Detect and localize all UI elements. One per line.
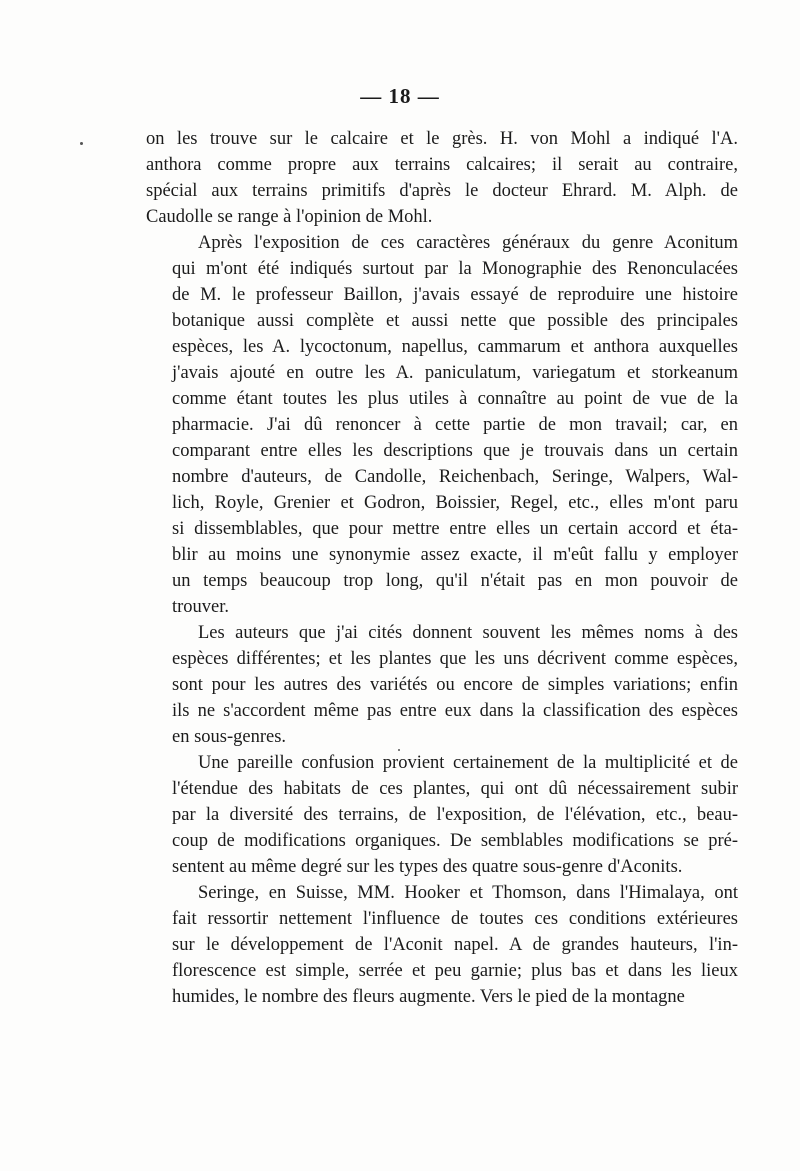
text-line: pharmacie. J'ai dû renoncer à cette partie de mon travail; car, en (172, 415, 738, 435)
paragraph (146, 620, 738, 750)
text-line: espèces différentes; et les plantes que les uns décrivent comme espèces, (172, 649, 738, 669)
text-line: en sous-genres. (172, 727, 287, 747)
paper-speck (398, 749, 400, 751)
text-line: espèces, les A. lycoctonum, napellus, cammarum et anthora auxquelles (172, 337, 738, 357)
text-line: un temps beaucoup trop long, qu'il n'était pas en mon pouvoir de (172, 571, 738, 591)
page-number: — 18 — (360, 84, 440, 108)
text-line: Après l'exposition de ces caractères généraux du genre Aconitum (198, 233, 738, 253)
text-line: de M. le professeur Baillon, j'avais essayé de reproduire une histoire (172, 285, 738, 305)
text-line: anthora comme propre aux terrains calcaires; il serait au contraire, (146, 155, 738, 175)
text-line: Une pareille confusion provient certainement de la multiplicité et de (198, 753, 738, 773)
text-line: Les auteurs que j'ai cités donnent souvent les mêmes noms à des (198, 623, 738, 643)
text-line: sentent au même degré sur les types des quatre sous-genre d'Aconits. (172, 857, 683, 877)
text-line: comparant entre elles les descriptions que je trouvais dans un certain (172, 441, 738, 461)
text-line: sur le développement de l'Aconit napel. A de grandes hauteurs, l'in- (172, 935, 738, 955)
text-line: coup de modifications organiques. De semblables modifications se pré- (172, 831, 738, 851)
text-line: sont pour les autres des variétés ou encore de simples variations; enfin (172, 675, 738, 695)
text-line: on les trouve sur le calcaire et le grès. H. von Mohl a indiqué l'A. (146, 129, 738, 149)
text-line: par la diversité des terrains, de l'exposition, de l'élévation, etc., beau- (172, 805, 738, 825)
text-line: fait ressortir nettement l'influence de toutes ces conditions extérieures (172, 909, 738, 929)
text-line: spécial aux terrains primitifs d'après le docteur Ehrard. M. Alph. de (146, 181, 738, 201)
paragraph (146, 230, 738, 620)
text-line: humides, le nombre des fleurs augmente. Vers le pied de la montagne (172, 987, 685, 1007)
text-line: j'avais ajouté en outre les A. paniculatum, variegatum et storkeanum (172, 363, 738, 383)
text-line: botanique aussi complète et aussi nette que possible des principales (172, 311, 738, 331)
text-line: Seringe, en Suisse, MM. Hooker et Thomson, dans l'Himalaya, ont (198, 883, 738, 903)
paragraph (146, 126, 738, 230)
text-line: Caudolle se range à l'opinion de Mohl. (146, 207, 433, 227)
paper-speck (80, 142, 83, 145)
text-line: qui m'ont été indiqués surtout par la Monographie des Renonculacées (172, 259, 738, 279)
text-line: trouver. (172, 597, 230, 617)
text-line: nombre d'auteurs, de Candolle, Reichenbach, Seringe, Walpers, Wal- (172, 467, 738, 487)
paragraph (146, 750, 738, 880)
text-line: blir au moins une synonymie assez exacte, il m'eût fallu y employer (172, 545, 738, 565)
text-line: si dissemblables, que pour mettre entre elles un certain accord et éta- (172, 519, 738, 539)
text-line: l'étendue des habitats de ces plantes, qui ont dû nécessairement subir (172, 779, 738, 799)
text-line: lich, Royle, Grenier et Godron, Boissier, Regel, etc., elles m'ont paru (172, 493, 738, 513)
paragraph (146, 880, 738, 1010)
body-text (146, 126, 738, 1010)
text-line: ils ne s'accordent même pas entre eux dans la classification des espèces (172, 701, 738, 721)
text-line: comme étant toutes les plus utiles à connaître au point de vue de la (172, 389, 738, 409)
text-line: florescence est simple, serrée et peu garnie; plus bas et dans les lieux (172, 961, 738, 981)
